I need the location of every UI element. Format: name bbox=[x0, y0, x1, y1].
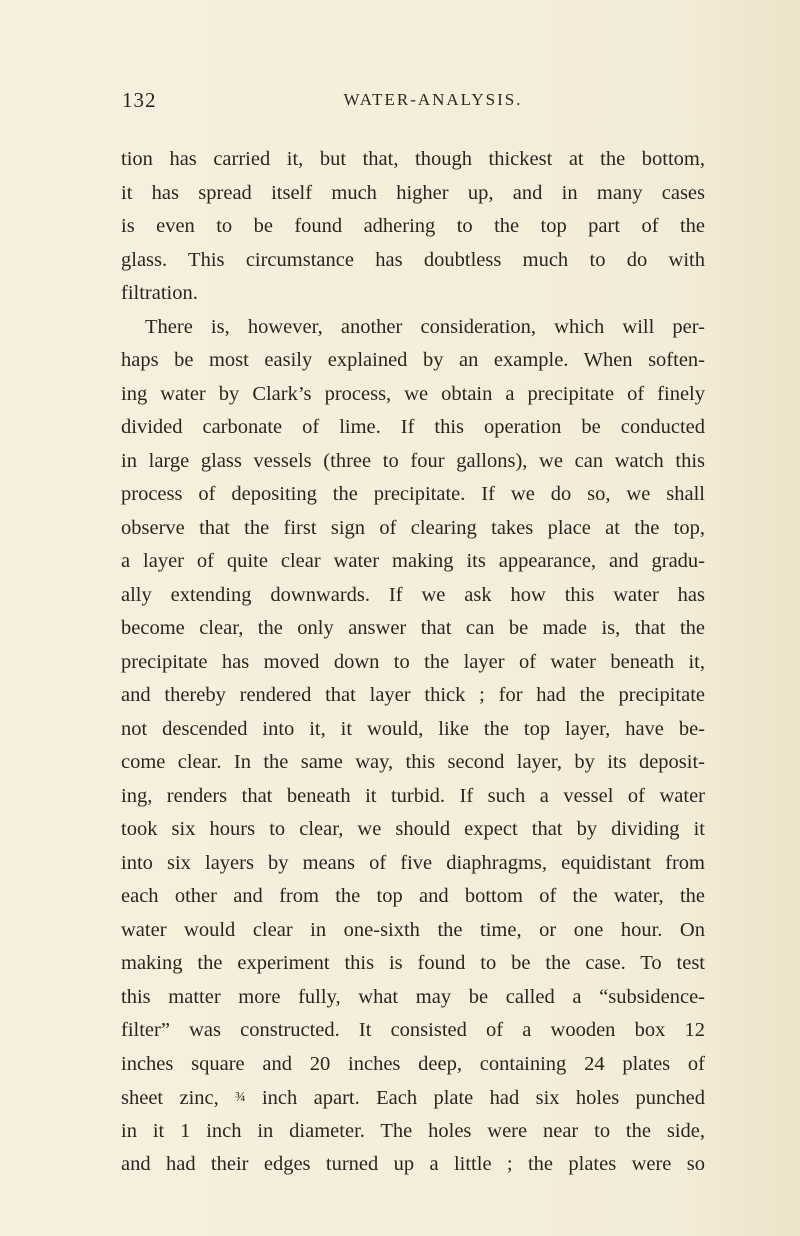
text-line: filter” was constructed. It consisted of a wooden box 12 bbox=[121, 1019, 705, 1041]
text-line: ing water by Clark’s process, we obtain a precipitate of finely bbox=[121, 382, 705, 405]
text-line bbox=[121, 1081, 705, 1115]
text-line: come clear. In the same way, this second layer, by its deposit- bbox=[121, 751, 705, 773]
text-line: ing, renders that beneath it turbid. If such a vessel of water bbox=[121, 784, 705, 807]
text-line: precipitate has moved down to the layer of water beneath it, bbox=[121, 650, 705, 673]
text-line: filtration. bbox=[121, 282, 198, 304]
text-line: There is, however, another consideration, which will per- bbox=[145, 315, 705, 338]
text-line: haps be most easily explained by an example. When soften- bbox=[121, 349, 705, 371]
text-line: ally extending downwards. If we ask how this water has bbox=[121, 583, 705, 606]
running-head bbox=[122, 88, 704, 118]
text-line: it has spread itself much higher up, and in many cases bbox=[121, 181, 705, 204]
text-line: is even to be found adhering to the top part of the bbox=[121, 215, 705, 237]
text-line: in it 1 inch in diameter. The holes were near to the side, bbox=[121, 1119, 705, 1142]
running-title: WATER-ANALYSIS. bbox=[343, 90, 523, 109]
text-line: this matter more fully, what may be called a “subsidence- bbox=[121, 985, 705, 1008]
text-line: water would clear in one-sixth the time, or one hour. On bbox=[121, 918, 705, 941]
fraction: ¾ bbox=[235, 1090, 246, 1105]
page-number: 132 bbox=[122, 88, 157, 112]
text-line: process of depositing the precipitate. If we do so, we shall bbox=[121, 483, 705, 505]
text-line: each other and from the top and bottom of the water, the bbox=[121, 885, 705, 907]
text-line: and had their edges turned up a little ; the plates were so bbox=[121, 1153, 705, 1175]
text-line: tion has carried it, but that, though thickest at the bottom, bbox=[121, 148, 705, 170]
text-segment: sheet zinc, bbox=[121, 1087, 236, 1109]
text-line: making the experiment this is found to be the case. To test bbox=[121, 952, 705, 974]
text-line: observe that the first sign of clearing takes place at the top, bbox=[121, 516, 705, 539]
text-line: into six layers by means of five diaphragms, equidistant from bbox=[121, 851, 705, 874]
text-line: inches square and 20 inches deep, containing 24 plates of bbox=[121, 1052, 705, 1075]
body-text bbox=[121, 143, 705, 1182]
text-line: a layer of quite clear water making its appearance, and gradu- bbox=[121, 550, 705, 572]
text-line: not descended into it, it would, like the top layer, have be- bbox=[121, 717, 705, 740]
text-line: become clear, the only answer that can be made is, that the bbox=[121, 617, 705, 639]
text-segment: inch apart. Each plate had six holes punched bbox=[245, 1087, 705, 1109]
text-line: glass. This circumstance has doubtless much to do with bbox=[121, 248, 705, 271]
text-line: divided carbonate of lime. If this operation be conducted bbox=[121, 416, 705, 438]
text-line: and thereby rendered that layer thick ; for had the precipitate bbox=[121, 684, 705, 706]
text-line: took six hours to clear, we should expect that by dividing it bbox=[121, 818, 705, 840]
text-line: in large glass vessels (three to four gallons), we can watch this bbox=[121, 449, 705, 472]
